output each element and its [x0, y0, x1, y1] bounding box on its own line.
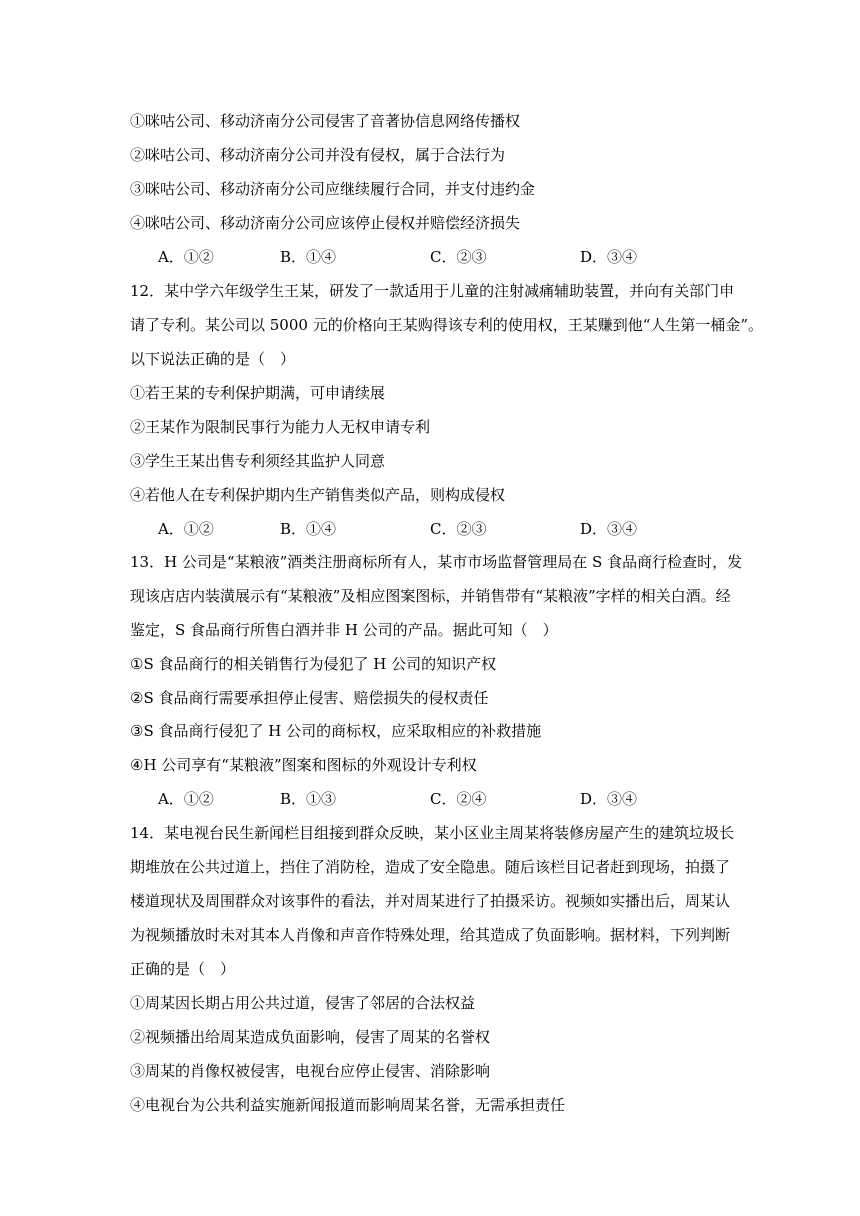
q13-stem-line-3: 鉴定，S 食品商行所售白酒并非 H 公司的产品。据此可知（ ） [130, 621, 558, 639]
q11-choice-4: ④咪咕公司、移动济南分公司应该停止侵权并赔偿经济损失 [130, 214, 521, 232]
q12-option-a: A．①② [158, 520, 214, 538]
q14-choice-1: ①周某因长期占用公共过道，侵害了邻居的合法权益 [130, 994, 476, 1012]
q13-choice-2: ②S 食品商行需要承担停止侵害、赔偿损失的侵权责任 [130, 689, 489, 707]
q14-choice-3: ③周某的肖像权被侵害，电视台应停止侵害、消除影响 [130, 1062, 491, 1080]
q14-stem-line-4: 为视频播放时未对其本人肖像和声音作特殊处理，给其造成了负面影响。据材料，下列判断 [130, 926, 731, 944]
q11-choice-1: ①咪咕公司、移动济南分公司侵害了音著协信息网络传播权 [130, 112, 521, 130]
q13-stem-line-1: 13．H 公司是“某粮液”酒类注册商标所有人，某市市场监督管理局在 S 食品商行检查时，发 [130, 553, 743, 571]
q12-choice-4: ④若他人在专利保护期内生产销售类似产品，则构成侵权 [130, 486, 506, 504]
q12-option-c: C．②③ [430, 520, 487, 538]
q12-choice-2: ②王某作为限制民事行为能力人无权申请专利 [130, 418, 431, 436]
q13-option-d: D．③④ [580, 790, 638, 808]
q11-choice-2: ②咪咕公司、移动济南分公司并没有侵权，属于合法行为 [130, 146, 506, 164]
q12-stem-line-3: 以下说法正确的是（ ） [130, 350, 296, 368]
q12-option-b: B．①④ [280, 520, 337, 538]
q14-choice-4: ④电视台为公共利益实施新闻报道而影响周某名誉，无需承担责任 [130, 1096, 566, 1114]
q13-option-b: B．①③ [280, 790, 337, 808]
q12-stem-line-1: 12．某中学六年级学生王某，研发了一款适用于儿童的注射减痛辅助装置，并向有关部门申 [130, 282, 735, 300]
q14-stem-line-5: 正确的是（ ） [130, 960, 236, 978]
q13-choice-4: ④H 公司享有“某粮液”图案和图标的外观设计专利权 [130, 756, 477, 774]
q14-stem-line-2: 期堆放在公共过道上，挡住了消防栓，造成了安全隐患。随后该栏目记者赶到现场，拍摄了 [130, 858, 731, 876]
q11-option-c: C．②③ [430, 248, 487, 266]
q14-choice-2: ②视频播出给周某造成负面影响，侵害了周某的名誉权 [130, 1028, 491, 1046]
q13-choice-1: ①S 食品商行的相关销售行为侵犯了 H 公司的知识产权 [130, 655, 497, 673]
q13-option-a: A．①② [158, 790, 214, 808]
q12-choice-3: ③学生王某出售专利须经其监护人同意 [130, 452, 386, 470]
q13-choice-3: ③S 食品商行侵犯了 H 公司的商标权，应采取相应的补救措施 [130, 722, 542, 740]
q11-option-b: B．①④ [280, 248, 337, 266]
q12-choice-1: ①若王某的专利保护期满，可申请续展 [130, 384, 386, 402]
q11-choice-3: ③咪咕公司、移动济南分公司应继续履行合同，并支付违约金 [130, 180, 536, 198]
q13-option-c: C．②④ [430, 790, 487, 808]
q14-stem-line-1: 14．某电视台民生新闻栏目组接到群众反映，某小区业主周某将装修房屋产生的建筑垃圾长 [130, 824, 735, 842]
q14-stem-line-3: 楼道现状及周围群众对该事件的看法，并对周某进行了拍摄采访。视频如实播出后，周某认 [130, 892, 731, 910]
q13-stem-line-2: 现该店店内装潢展示有“某粮液”及相应图案图标，并销售带有“某粮液”字样的相关白酒。经 [130, 587, 731, 605]
q11-option-d: D．③④ [580, 248, 638, 266]
q11-option-a: A．①② [158, 248, 214, 266]
q12-stem-line-2: 请了专利。某公司以 5000 元的价格向王某购得该专利的使用权，王某赚到他“人生第一桶金”。 [130, 316, 764, 334]
q12-option-d: D．③④ [580, 520, 638, 538]
